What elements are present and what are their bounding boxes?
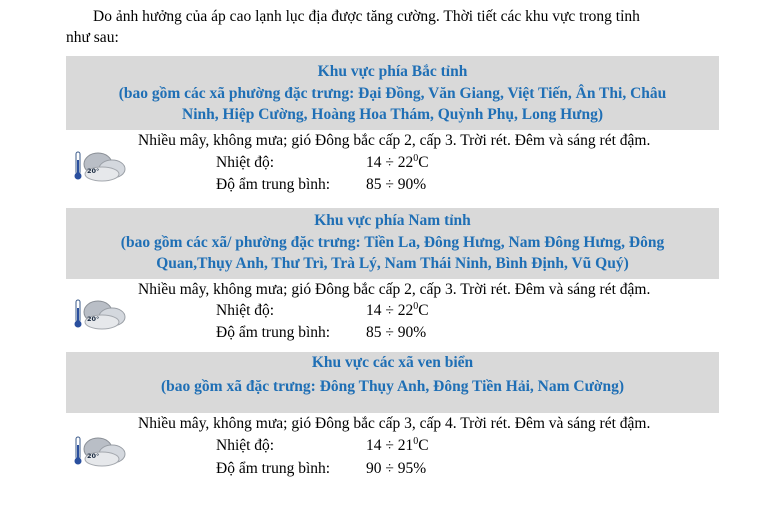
region-coastal-header (66, 352, 719, 413)
region-coastal-report (66, 413, 719, 483)
cloudy-thermometer-icon (72, 433, 128, 469)
region-coastal-summary: Nhiều mây, không mưa; gió Đông bắc cấp 3, cấp 4. Trời rét. Đêm và sáng rét đậm. (138, 415, 651, 432)
region-coastal-title: Khu vực các xã ven biển (311, 354, 474, 371)
intro-paragraph (66, 6, 726, 48)
region-north-header (66, 56, 719, 130)
temp-label: Nhiệt độ: (216, 154, 275, 171)
region-south-desc-2: Quan,Thụy Anh, Thư Trì, Trà Lý, Nam Thái Ninh, Bình Định, Vũ Quý) (156, 255, 629, 272)
region-north-report (66, 130, 719, 196)
humidity-value: 90 ÷ 95% (366, 460, 427, 477)
region-north-title: Khu vực phía Bắc tỉnh (317, 63, 468, 80)
temp-label: Nhiệt độ: (216, 302, 275, 319)
region-south-title: Khu vực phía Nam tỉnh (314, 212, 471, 229)
region-south-temp-row (216, 300, 429, 322)
temp-value: $14 \div 22^0C$ (366, 301, 429, 319)
intro-line-2: như sau: (66, 29, 119, 46)
region-south-humidity-row (216, 322, 426, 344)
svg-text:20°: 20° (87, 452, 100, 460)
region-south-desc-1: (bao gồm các xã/ phường đặc trưng: Tiền La, Đông Hưng, Nam Đông Hưng, Đông (120, 233, 665, 251)
cloudy-thermometer-icon (72, 296, 128, 332)
temp-value: $14 \div 21^0C$ (366, 436, 429, 454)
humidity-value: 85 ÷ 90% (366, 176, 427, 193)
intro-line-1: Do ảnh hưởng của áp cao lạnh lục địa được tăng cường. Thời tiết các khu vực trong tỉnh (93, 8, 640, 25)
humidity-label: Độ ẩm trung bình: (216, 460, 331, 477)
region-coastal-temp-row (216, 435, 429, 457)
region-coastal-humidity-row (216, 458, 426, 480)
region-north-humidity-row (216, 174, 426, 196)
region-south-header (66, 208, 719, 279)
region-north-summary: Nhiều mây, không mưa; gió Đông bắc cấp 2, cấp 3. Trời rét. Đêm và sáng rét đậm. (138, 132, 651, 149)
region-south-report (66, 279, 719, 345)
region-north-temp-row (216, 152, 429, 174)
region-north-desc-2: Ninh, Hiệp Cường, Hoàng Hoa Thám, Quỳnh Phụ, Long Hưng) (182, 106, 603, 123)
temp-label: Nhiệt độ: (216, 437, 275, 454)
cloudy-thermometer-icon (72, 148, 128, 184)
humidity-value: 85 ÷ 90% (366, 324, 427, 341)
temp-value: $14 \div 22^0C$ (366, 153, 429, 171)
svg-text:20°: 20° (87, 167, 100, 175)
svg-text:20°: 20° (87, 315, 100, 323)
region-north-desc-1: (bao gồm các xã phường đặc trưng: Đại Đồng, Văn Giang, Việt Tiến, Ân Thi, Châu (118, 84, 667, 102)
region-south-summary: Nhiều mây, không mưa; gió Đông bắc cấp 2, cấp 3. Trời rét. Đêm và sáng rét đậm. (138, 281, 651, 298)
humidity-label: Độ ẩm trung bình: (216, 176, 331, 193)
humidity-label: Độ ẩm trung bình: (216, 324, 331, 341)
region-coastal-desc-1: (bao gồm xã đặc trưng: Đông Thụy Anh, Đông Tiền Hải, Nam Cường) (161, 377, 624, 395)
